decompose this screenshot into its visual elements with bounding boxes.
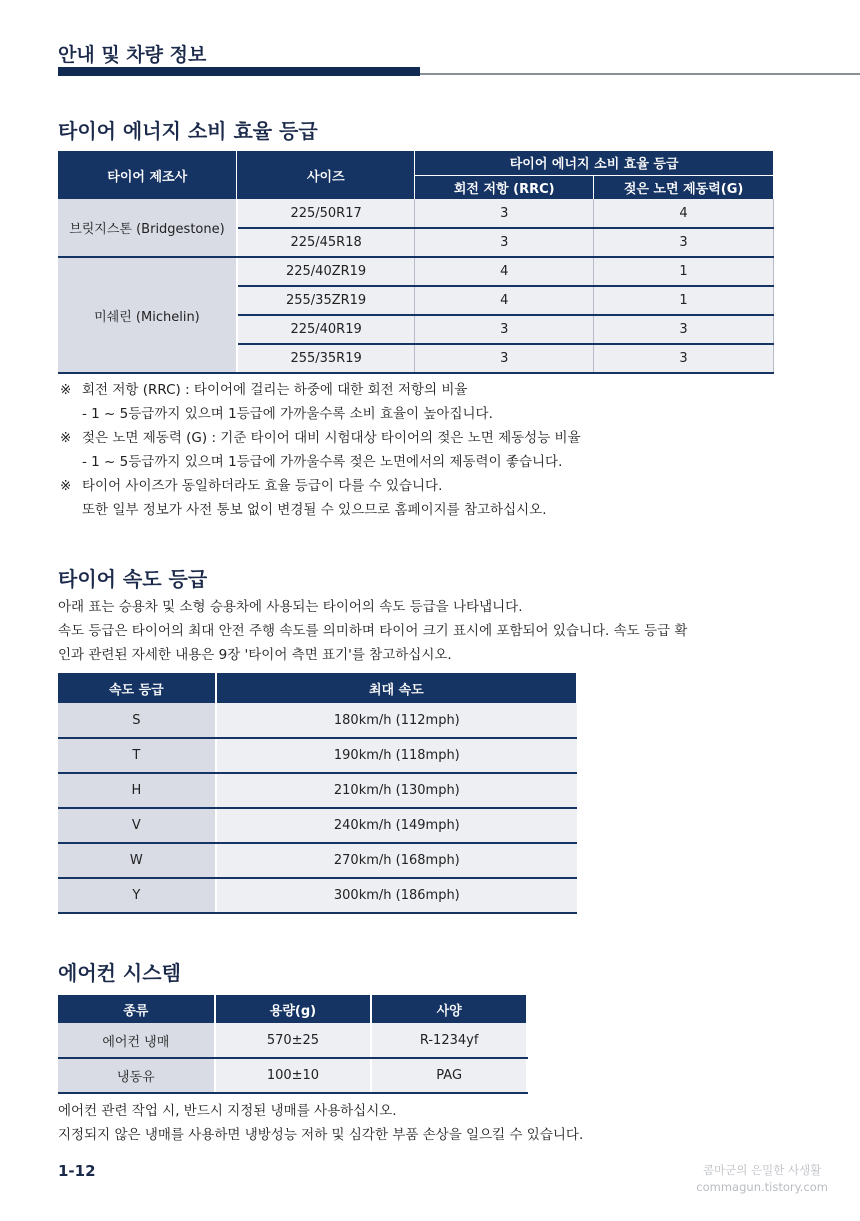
type-cell: 냉동유 (58, 1058, 215, 1093)
wet-cell: 3 (594, 344, 774, 373)
aircon-table (58, 995, 528, 1094)
note-mark: ※ (60, 382, 72, 398)
speed-grade-cell: S (58, 703, 216, 738)
wet-cell: 3 (594, 315, 774, 344)
type-cell: 에어컨 냉매 (58, 1023, 215, 1058)
table-row (58, 199, 774, 228)
max-speed-cell: 240km/h (149mph) (216, 808, 577, 843)
col-header-max-speed: 최대 속도 (216, 673, 577, 703)
max-speed-cell: 190km/h (118mph) (216, 738, 577, 773)
header-rule-thin (420, 73, 860, 75)
max-speed-cell: 300km/h (186mph) (216, 878, 577, 913)
note-mark: ※ (60, 478, 72, 494)
note-line: ※ 젖은 노면 제동력 (G) : 기준 타이어 대비 시험대상 타이어의 젖은 노면 제동성능 비율 (60, 426, 581, 450)
page-number: 1-12 (58, 1162, 96, 1180)
note-line: - 1 ~ 5등급까지 있으며 1등급에 가까울수록 젖은 노면에서의 제동력이 좋습니다. (82, 454, 563, 470)
col-header-grade: 타이어 에너지 소비 효율 등급 (415, 151, 774, 175)
rrc-cell: 3 (415, 315, 594, 344)
wet-cell: 4 (594, 199, 774, 228)
size-cell: 225/40ZR19 (237, 257, 415, 286)
header-rule-dark (58, 67, 420, 76)
note-line: 또한 일부 정보가 사전 통보 없이 변경될 수 있으므로 홈페이지를 참고하십시오. (82, 502, 547, 518)
rrc-cell: 4 (415, 257, 594, 286)
col-header-rrc: 회전 저항 (RRC) (415, 175, 594, 199)
aircon-title: 에어컨 시스템 (58, 961, 181, 985)
table-row (58, 1058, 527, 1093)
tire-speed-table (58, 673, 578, 914)
tire-efficiency-notes (60, 378, 581, 522)
aircon-notes (58, 1099, 778, 1147)
rrc-cell: 3 (415, 344, 594, 373)
tire-speed-title: 타이어 속도 등급 (58, 567, 208, 591)
note-mark: ※ (60, 430, 72, 446)
max-speed-cell: 270km/h (168mph) (216, 843, 577, 878)
spec-cell: PAG (371, 1058, 527, 1093)
tire-efficiency-table (58, 151, 774, 374)
size-cell: 255/35ZR19 (237, 286, 415, 315)
maker-cell: 브릿지스톤 (Bridgestone) (58, 199, 237, 257)
col-header-speed-grade: 속도 등급 (58, 673, 216, 703)
watermark-line: 콤마군의 은밀한 사생활 (702, 1163, 822, 1177)
rrc-cell: 3 (415, 199, 594, 228)
col-header-maker: 타이어 제조사 (58, 151, 237, 199)
wet-cell: 1 (594, 286, 774, 315)
speed-grade-cell: V (58, 808, 216, 843)
table-row (58, 257, 774, 286)
size-cell: 225/50R17 (237, 199, 415, 228)
capacity-cell: 570±25 (215, 1023, 372, 1058)
note-line: 에어컨 관련 작업 시, 반드시 지정된 냉매를 사용하십시오. (58, 1103, 397, 1119)
col-header-capacity: 용량(g) (215, 995, 372, 1023)
rrc-cell: 3 (415, 228, 594, 257)
rrc-cell: 4 (415, 286, 594, 315)
note-line: ※ 타이어 사이즈가 동일하더라도 효율 등급이 다를 수 있습니다. (60, 474, 581, 498)
table-row (58, 808, 577, 843)
note-line: - 1 ~ 5등급까지 있으며 1등급에 가까울수록 소비 효율이 높아집니다. (82, 406, 493, 422)
desc-line: 아래 표는 승용차 및 소형 승용차에 사용되는 타이어의 속도 등급을 나타냅니다. (58, 599, 523, 615)
tire-efficiency-title: 타이어 에너지 소비 효율 등급 (58, 119, 318, 143)
speed-grade-cell: T (58, 738, 216, 773)
maker-cell: 미쉐린 (Michelin) (58, 257, 237, 373)
watermark (696, 1162, 828, 1196)
col-header-size: 사이즈 (237, 151, 415, 199)
capacity-cell: 100±10 (215, 1058, 372, 1093)
table-row (58, 878, 577, 913)
col-header-spec: 사양 (371, 995, 527, 1023)
note-line: ※ 회전 저항 (RRC) : 타이어에 걸리는 하중에 대한 회전 저항의 비율 (60, 378, 581, 402)
size-cell: 255/35R19 (237, 344, 415, 373)
speed-grade-cell: Y (58, 878, 216, 913)
max-speed-cell: 210km/h (130mph) (216, 773, 577, 808)
speed-grade-cell: W (58, 843, 216, 878)
max-speed-cell: 180km/h (112mph) (216, 703, 577, 738)
desc-line: 속도 등급은 타이어의 최대 안전 주행 속도를 의미하며 타이어 크기 표시에 포함되어 있습니다. 속도 등급 확 (58, 623, 688, 639)
table-row (58, 703, 577, 738)
table-row (58, 1023, 527, 1058)
page-header-title: 안내 및 차량 정보 (58, 44, 207, 66)
table-row (58, 773, 577, 808)
size-cell: 225/40R19 (237, 315, 415, 344)
size-cell: 225/45R18 (237, 228, 415, 257)
table-row (58, 843, 577, 878)
wet-cell: 3 (594, 228, 774, 257)
watermark-line: commagun.tistory.com (696, 1180, 828, 1194)
col-header-type: 종류 (58, 995, 215, 1023)
col-header-wet: 젖은 노면 제동력(G) (594, 175, 774, 199)
desc-line: 인과 관련된 자세한 내용은 9장 '타이어 측면 표기'를 참고하십시오. (58, 647, 452, 663)
spec-cell: R-1234yf (371, 1023, 527, 1058)
note-line: 지정되지 않은 냉매를 사용하면 냉방성능 저하 및 심각한 부품 손상을 일으킬 수 있습니다. (58, 1127, 584, 1143)
wet-cell: 1 (594, 257, 774, 286)
tire-speed-description (58, 595, 778, 667)
speed-grade-cell: H (58, 773, 216, 808)
table-row (58, 738, 577, 773)
